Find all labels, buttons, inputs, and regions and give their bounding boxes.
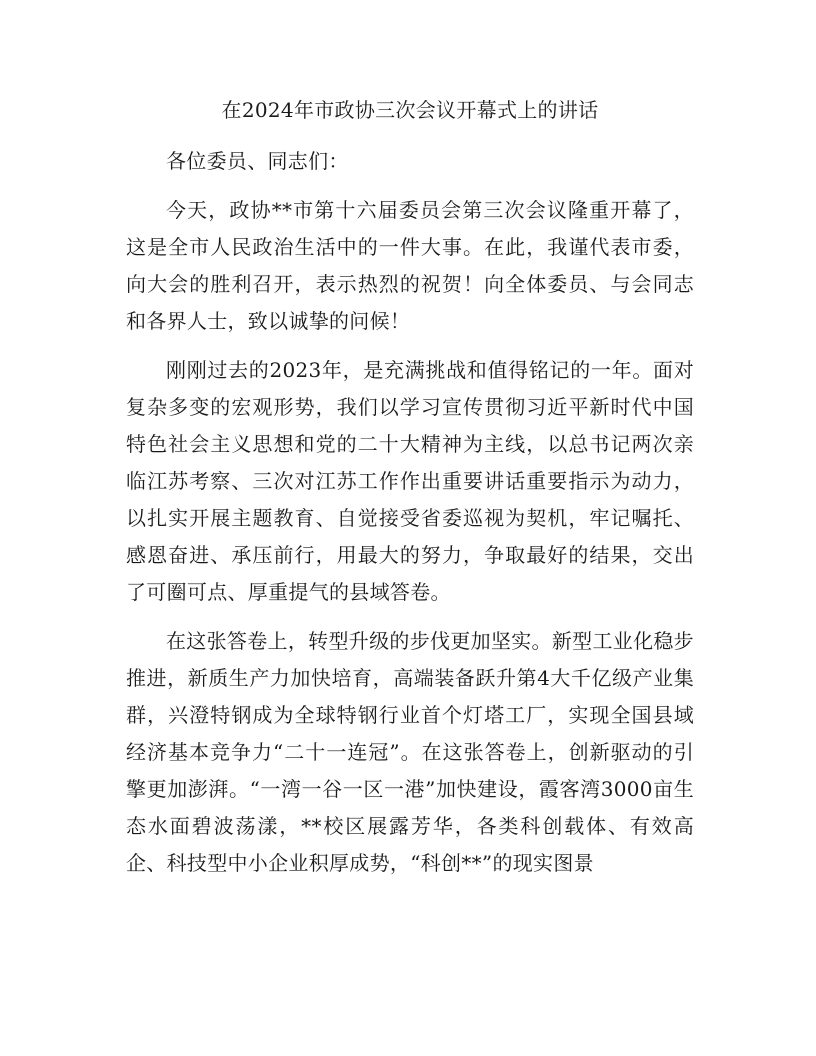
document-body — [126, 92, 694, 894]
paragraph-opening: 今天，政协**市第十六届委员会第三次会议隆重开幕了，这是全市人民政治生活中的一件大事。在此，我谨代表市委，向大会的胜利召开，表示热烈的祝贺！向全体委员、与会同志和各界人士，致以诚挚的问候！ — [126, 198, 694, 333]
document-title: 在2024年市政协三次会议开幕式上的讲话 — [221, 98, 599, 122]
paragraph-review-2023: 刚刚过去的2023年，是充满挑战和值得铭记的一年。面对复杂多变的宏观形势，我们以学习宣传贯彻习近平新时代中国特色社会主义思想和党的二十大精神为主线，以总书记两次亲临江苏考察、三次对江苏工作作出重要讲话重要指示为动力，以扎实开展主题教育、自觉接受省委巡视为契机，牢记嘱托、感恩奋进、承压前行，用最大的努力，争取最好的结果，交出了可圈可点、厚重提气的县域答卷。 — [126, 358, 694, 604]
salutation: 各位委员、同志们： — [166, 149, 349, 173]
paragraph-achievements: 在这张答卷上，转型升级的步伐更加坚实。新型工业化稳步推进，新质生产力加快培育，高端装备跃升第4大千亿级产业集群，兴澄特钢成为全球特钢行业首个灯塔工厂，实现全国县域经济基本竞争力“二十一连冠”。在这张答卷上，创新驱动的引擎更加澎湃。“一湾一谷一区一港”加快建设，霞客湾3000亩生态水面碧波荡漾，**校区展露芳华，各类科创载体、有效高企、科技型中小企业积厚成势，“科创**”的现实图景 — [126, 629, 694, 875]
